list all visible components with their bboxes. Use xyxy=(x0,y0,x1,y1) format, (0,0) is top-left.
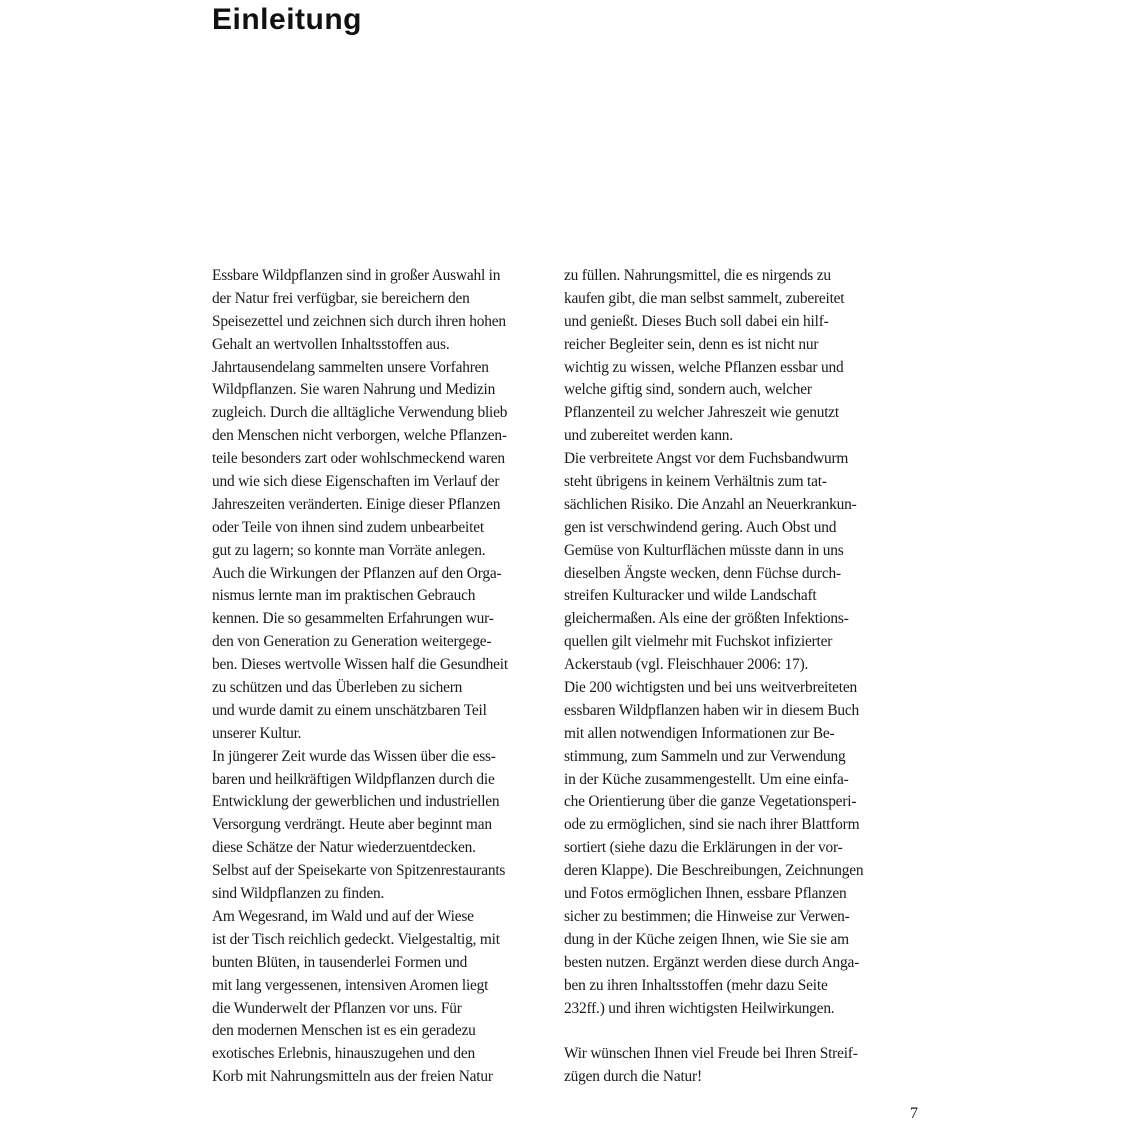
page-number: 7 xyxy=(910,1105,918,1122)
text-line: gut zu lagern; so konnte man Vorräte anlegen. xyxy=(212,541,486,559)
text-line: und genießt. Dieses Buch soll dabei ein hilf- xyxy=(564,312,829,330)
text-line: kennen. Die so gesammelten Erfahrungen wur- xyxy=(212,610,494,628)
text-line: ben. Dieses wertvolle Wissen half die Gesundheit xyxy=(212,656,508,674)
text-line: Entwicklung der gewerblichen und industriellen xyxy=(212,793,500,811)
text-line: Versorgung verdrängt. Heute aber beginnt man xyxy=(212,816,492,834)
text-line: In jüngerer Zeit wurde das Wissen über die ess- xyxy=(212,747,496,765)
text-line: bunten Blüten, in tausenderlei Formen und xyxy=(212,953,468,971)
text-line: deren Klappe). Die Beschreibungen, Zeichnungen xyxy=(564,862,864,880)
text-line: die Wunderwelt der Pflanzen vor uns. Für xyxy=(212,999,462,1017)
left-column xyxy=(212,265,548,1089)
text-line: sind Wildpflanzen zu finden. xyxy=(212,885,385,903)
text-line: kaufen gibt, die man selbst sammelt, zubereitet xyxy=(564,289,845,307)
text-line: welche giftig sind, sondern auch, welcher xyxy=(564,381,812,399)
text-line: Am Wegesrand, im Wald und auf der Wiese xyxy=(212,907,474,925)
text-line: der Natur frei verfügbar, sie bereichern den xyxy=(212,289,470,307)
text-line: reicher Begleiter sein, denn es ist nicht nur xyxy=(564,335,819,353)
text-line: gleichermaßen. Als eine der größten Infektions- xyxy=(564,610,849,628)
text-line: den Menschen nicht verborgen, welche Pflanzen- xyxy=(212,427,507,445)
text-line: Wildpflanzen. Sie waren Nahrung und Medizin xyxy=(212,381,496,399)
paragraph-spacer xyxy=(564,1020,904,1043)
text-line: Gemüse von Kulturflächen müsste dann in uns xyxy=(564,541,844,559)
text-line: Pflanzenteil zu welcher Jahreszeit wie genutzt xyxy=(564,404,839,422)
text-line: und zubereitet werden kann. xyxy=(564,427,733,445)
text-line: Jahreszeiten veränderten. Einige dieser Pflanzen xyxy=(212,495,501,513)
text-line: den modernen Menschen ist es ein geradezu xyxy=(212,1022,476,1040)
text-line: exotisches Erlebnis, hinauszugehen und den xyxy=(212,1045,476,1063)
text-line: teile besonders zart oder wohlschmeckend waren xyxy=(212,450,505,468)
text-line: oder Teile von ihnen sind zudem unbearbeitet xyxy=(212,518,484,536)
text-line: steht übrigens in keinem Verhältnis zum tat- xyxy=(564,473,827,491)
text-line: mit lang vergessenen, intensiven Aromen liegt xyxy=(212,976,489,994)
text-line: Selbst auf der Speisekarte von Spitzenrestaurants xyxy=(212,862,506,880)
text-line: Die verbreitete Angst vor dem Fuchsbandwurm xyxy=(564,450,849,468)
text-line: den von Generation zu Generation weitergege- xyxy=(212,633,492,651)
text-line: quellen gilt vielmehr mit Fuchskot infizierter xyxy=(564,633,833,651)
text-line: zu füllen. Nahrungsmittel, die es nirgends zu xyxy=(564,267,831,284)
text-line: ist der Tisch reichlich gedeckt. Vielgestaltig, mit xyxy=(212,930,500,948)
text-line: und wie sich diese Eigenschaften im Verlauf der xyxy=(212,473,500,491)
text-line: Korb mit Nahrungsmitteln aus der freien Natur xyxy=(212,1068,493,1086)
text-line: Ackerstaub (vgl. Fleischhauer 2006: 17). xyxy=(564,656,809,674)
text-line: streifen Kulturacker und wilde Landschaft xyxy=(564,587,817,605)
text-line: besten nutzen. Ergänzt werden diese durch Anga- xyxy=(564,953,860,971)
text-line: und Fotos ermöglichen Ihnen, essbare Pflanzen xyxy=(564,885,847,903)
text-line: che Orientierung über die ganze Vegetationsperi- xyxy=(564,793,857,811)
text-line: Jahrtausendelang sammelten unsere Vorfahren xyxy=(212,358,489,376)
text-line: sicher zu bestimmen; die Hinweise zur Verwen- xyxy=(564,907,850,925)
text-line: zügen durch die Natur! xyxy=(564,1068,702,1086)
text-line: Wir wünschen Ihnen viel Freude bei Ihren Streif- xyxy=(564,1045,858,1063)
text-line: gen ist verschwindend gering. Auch Obst und xyxy=(564,518,837,536)
text-line: zugleich. Durch die alltägliche Verwendung blieb xyxy=(212,404,508,422)
text-line: Essbare Wildpflanzen sind in großer Auswahl in xyxy=(212,267,501,284)
text-line: Die 200 wichtigsten und bei uns weitverbreiteten xyxy=(564,679,858,697)
text-line: mit allen notwendigen Informationen zur Be- xyxy=(564,724,835,742)
text-line: nismus lernte man im praktischen Gebrauch xyxy=(212,587,476,605)
text-line: wichtig zu wissen, welche Pflanzen essbar und xyxy=(564,358,844,376)
text-line: diese Schätze der Natur wiederzuentdecken. xyxy=(212,839,476,857)
text-line: stimmung, zum Sammeln und zur Verwendung xyxy=(564,747,846,765)
text-line: Auch die Wirkungen der Pflanzen auf den Orga- xyxy=(212,564,502,582)
text-line: essbaren Wildpflanzen haben wir in diesem Buch xyxy=(564,701,860,719)
text-line: unserer Kultur. xyxy=(212,724,302,742)
text-line: und wurde damit zu einem unschätzbaren Teil xyxy=(212,701,487,719)
text-line: 232ff.) und ihren wichtigsten Heilwirkungen. xyxy=(564,999,835,1017)
text-line: dung in der Küche zeigen Ihnen, wie Sie sie am xyxy=(564,930,849,948)
right-column xyxy=(564,265,904,1089)
text-line: dieselben Ängste wecken, denn Füchse durch- xyxy=(564,564,841,582)
text-line: in der Küche zusammengestellt. Um eine einfa- xyxy=(564,770,849,788)
text-line: sortiert (siehe dazu die Erklärungen in der vor- xyxy=(564,839,843,857)
text-line: Gehalt an wertvollen Inhaltsstoffen aus. xyxy=(212,335,450,353)
text-line: sächlichen Risiko. Die Anzahl an Neuerkrankun- xyxy=(564,495,857,513)
text-line: ode zu ermöglichen, sind sie nach ihrer Blattform xyxy=(564,816,860,834)
text-line: zu schützen und das Überleben zu sichern xyxy=(212,679,463,697)
text-line: baren und heilkräftigen Wildpflanzen durch die xyxy=(212,770,495,788)
text-line: ben zu ihren Inhaltsstoffen (mehr dazu Seite xyxy=(564,976,828,994)
text-line: Speisezettel und zeichnen sich durch ihren hohen xyxy=(212,312,506,330)
page-heading: Einleitung xyxy=(212,3,362,36)
